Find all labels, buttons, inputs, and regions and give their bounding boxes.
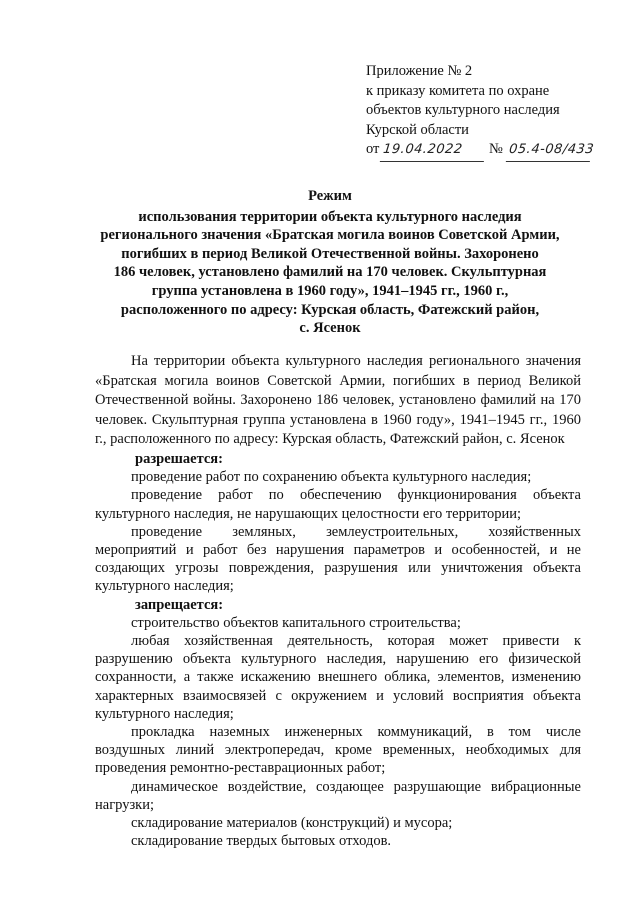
intro-paragraph: На территории объекта культурного наследия регионального значения «Братская могила воинов Советской Армии, погибших в период Великой Отечественной войны. Захоронено 186 человек, установлено фамилий на 170 человек. Скульптурная группа установлена в 1960 году», 1941–1945 гг., 1960 г., расположенного по адресу: Курская область, Фатежский район, с. Ясенок: [95, 353, 581, 448]
prohibited-label: запрещается:: [135, 596, 224, 613]
prohibited-item: складирование твердых бытовых отходов.: [131, 833, 392, 850]
appendix-line-1: Приложение № 2: [366, 63, 473, 79]
prohibited-item: строительство объектов капитального строительства;: [131, 614, 461, 631]
allowed-item: проведение работ по обеспечению функционирования объекта культурного наследия, не нарушающих целостности его территории;: [95, 487, 581, 522]
allowed-item: проведение земляных, землеустроительных, хозяйственных мероприятий и работ без нарушения параметров и особенностей, и не создающих угрозы повреждения, разрушения или уничтожения объекта культурного наследия;: [95, 523, 581, 595]
appendix-line-4: Курской области: [366, 121, 469, 138]
heading-line-5: группа установлена в 1960 году», 1941–1945 гг., 1960 г.,: [151, 282, 509, 299]
prohibited-item: любая хозяйственная деятельность, которая может привести к разрушению объекта культурного наследия, нарушению его физической сохранности, а также искажению внешнего облика, элементов, изменению характерных взаимосвязей с окружением и условий восприятия объекта культурного наследия;: [95, 633, 581, 722]
prohibited-item: складирование материалов (конструкций) и мусора;: [131, 815, 453, 832]
allowed-label: разрешается:: [135, 450, 223, 467]
heading-line-3: погибших в период Великой Отечественной войны. Захоронено: [121, 245, 539, 262]
heading-line-4: 186 человек, установлено фамилий на 170 человек. Скульптурная: [113, 264, 547, 281]
handwritten-order-number: 05.4-08/433: [505, 140, 591, 162]
document-body: [95, 352, 581, 850]
handwritten-date: 19.04.2022: [380, 140, 486, 162]
heading-line-7: с. Ясенок: [299, 320, 361, 337]
prohibited-item: прокладка наземных инженерных коммуникаций, в том числе воздушных линий электропередач, кроме временных, необходимых для проведения ремонтно-реставрационных работ;: [95, 724, 581, 777]
appendix-line-2: к приказу комитета по охране: [366, 82, 550, 99]
appendix-line-3: объектов культурного наследия: [366, 102, 560, 118]
heading-line-6: расположенного по адресу: Курская область, Фатежский район,: [120, 301, 540, 318]
allowed-item: проведение работ по сохранению объекта культурного наследия;: [131, 469, 532, 486]
document-heading: [70, 187, 590, 338]
document-title: Режим: [308, 188, 352, 204]
heading-line-2: регионального значения «Братская могила воинов Советской Армии,: [100, 227, 560, 244]
date-prefix: от: [366, 141, 380, 157]
heading-line-1: использования территории объекта культурного наследия: [138, 208, 522, 225]
appendix-header: [366, 62, 626, 162]
order-date-number-line: [366, 140, 626, 162]
number-prefix: №: [489, 141, 503, 157]
prohibited-item: динамическое воздействие, создающее разрушающие вибрационные нагрузки;: [95, 778, 581, 813]
